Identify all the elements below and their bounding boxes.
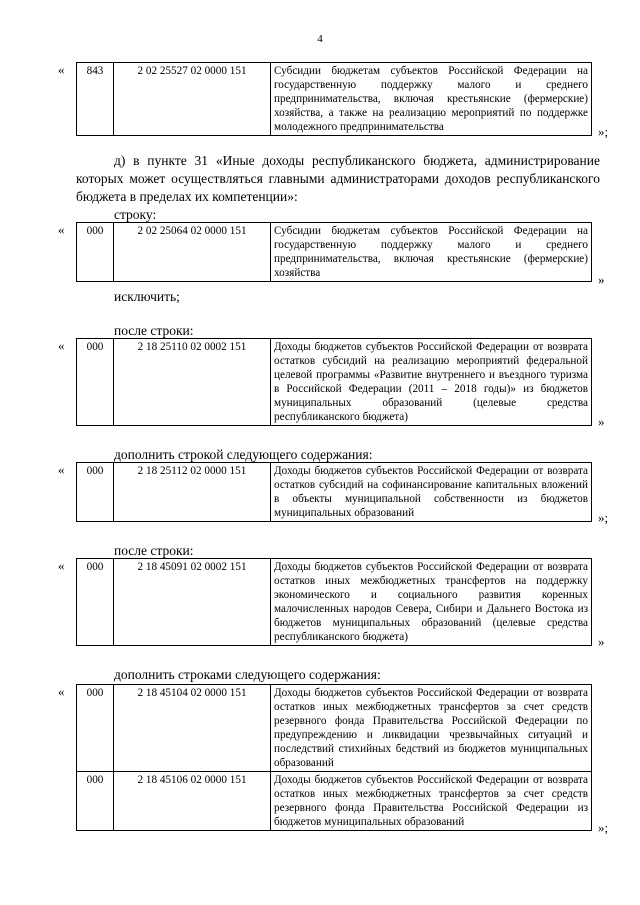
quote-close-mark: »; — [598, 820, 609, 835]
revenue-name-cell: Доходы бюджетов субъектов Российской Федерации от возврата остатков иных межбюджетных трансфертов за счет средств резервного фонда Правительства Российской Федерации из бюджетов муниципальных образований — [271, 772, 592, 831]
quote-close-mark: » — [598, 634, 605, 649]
quote-close-mark: »; — [598, 510, 609, 525]
quote-open-mark: « — [58, 62, 65, 77]
quote-open-mark: « — [58, 222, 65, 237]
kbk-code-cell: 2 02 25527 02 0000 151 — [114, 63, 271, 136]
kbk-code-cell: 2 18 45106 02 0000 151 — [114, 772, 271, 831]
label-exclude: исключить; — [114, 289, 180, 304]
admin-code-cell: 843 — [77, 63, 114, 136]
label-stroku: строку: — [114, 207, 157, 222]
budget-table-3 — [76, 338, 592, 426]
quote-close-mark: » — [598, 272, 605, 287]
quote-open-mark: « — [58, 338, 65, 353]
label-add-2: дополнить строками следующего содержания: — [114, 667, 381, 682]
quote-open-mark: « — [58, 462, 65, 477]
revenue-name-cell: Доходы бюджетов субъектов Российской Федерации от возврата остатков иных межбюджетных трансфертов за счет средств резервного фонда Правительства Российской Федерации по предупреждению и ликвидации чрезвычайных ситуаций и последствий стихийных бедствий из бюджетов муниципальных образований — [271, 685, 592, 772]
table-row — [77, 223, 592, 282]
admin-code-cell: 000 — [77, 772, 114, 831]
quote-close-mark: »; — [598, 124, 609, 139]
table-row — [77, 463, 592, 522]
label-add-1: дополнить строкой следующего содержания: — [114, 447, 373, 462]
table-row — [77, 63, 592, 136]
revenue-name-cell: Субсидии бюджетам субъектов Российской Федерации на государственную поддержку малого и среднего предпринимательства, включая крестьянские (фермерские) хозяйства, а также на реализацию мероприятий по поддержке молодежного предпринимательства — [271, 63, 592, 136]
table-row — [77, 559, 592, 646]
quote-close-mark: » — [598, 414, 605, 429]
kbk-code-cell: 2 18 25110 02 0002 151 — [114, 339, 271, 426]
kbk-code-cell: 2 02 25064 02 0000 151 — [114, 223, 271, 282]
paragraph-d: д) в пункте 31 «Иные доходы республиканского бюджета, администрирование которых может осуществляться главными администраторами доходов республиканского бюджета в пределах их компетенции»: — [76, 153, 600, 204]
revenue-name-cell: Субсидии бюджетам субъектов Российской Федерации на государственную поддержку малого и среднего предпринимательства, включая крестьянские (фермерские) хозяйства — [271, 223, 592, 282]
quote-open-mark: « — [58, 558, 65, 573]
label-after-2: после строки: — [114, 543, 194, 558]
kbk-code-cell: 2 18 45091 02 0002 151 — [114, 559, 271, 646]
admin-code-cell: 000 — [77, 463, 114, 522]
admin-code-cell: 000 — [77, 559, 114, 646]
revenue-name-cell: Доходы бюджетов субъектов Российской Федерации от возврата остатков иных межбюджетных трансфертов на поддержку экономического и социального развития коренных малочисленных народов Севера, Сибири и Дальнего Востока из бюджетов муниципальных образований (целевые средства республиканского бюджета) — [271, 559, 592, 646]
table-row — [77, 772, 592, 831]
admin-code-cell: 000 — [77, 685, 114, 772]
revenue-name-cell: Доходы бюджетов субъектов Российской Федерации от возврата остатков субсидий на реализацию мероприятий федеральной целевой программы «Развитие внутреннего и въездного туризма в Российской Федерации (2011 – 2018 годы)» из бюджетов муниципальных образований (целевые средства республиканского бюджета) — [271, 339, 592, 426]
budget-table-6 — [76, 684, 592, 831]
quote-open-mark: « — [58, 684, 65, 699]
table-row — [77, 685, 592, 772]
admin-code-cell: 000 — [77, 339, 114, 426]
page-number: 4 — [317, 33, 323, 45]
label-after-1: после строки: — [114, 323, 194, 338]
revenue-name-cell: Доходы бюджетов субъектов Российской Федерации от возврата остатков субсидий на софинансирование капитальных вложений в объекты муниципальной собственности из бюджетов муниципальных образований — [271, 463, 592, 522]
kbk-code-cell: 2 18 25112 02 0000 151 — [114, 463, 271, 522]
budget-table-2 — [76, 222, 592, 282]
admin-code-cell: 000 — [77, 223, 114, 282]
table-row — [77, 339, 592, 426]
kbk-code-cell: 2 18 45104 02 0000 151 — [114, 685, 271, 772]
budget-table-4 — [76, 462, 592, 522]
budget-table-5 — [76, 558, 592, 646]
budget-table-1 — [76, 62, 592, 136]
